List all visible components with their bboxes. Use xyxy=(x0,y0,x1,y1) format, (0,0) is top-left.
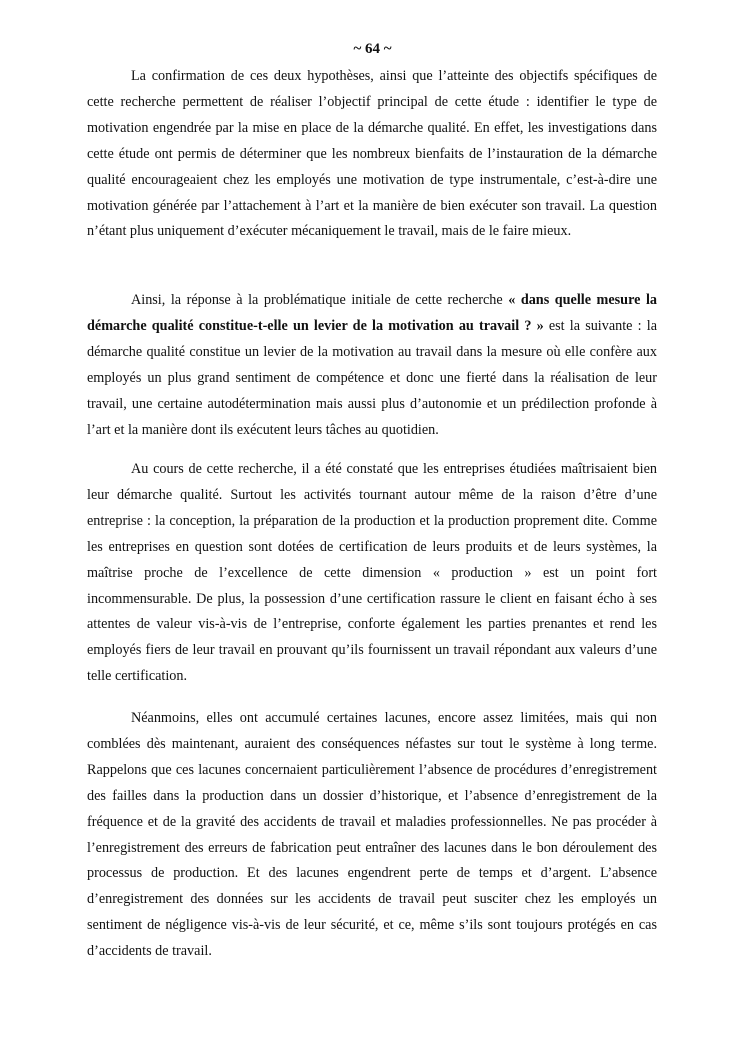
page-number: ~ 64 ~ xyxy=(353,41,392,57)
paragraph-problem-answer-intro: Ainsi, la réponse à la problématique initiale de cette recherche xyxy=(131,292,509,308)
paragraph-problem-answer xyxy=(87,288,657,443)
paragraph-hypotheses-confirmation: La confirmation de ces deux hypothèses, ainsi que l’atteinte des objectifs spécifiques de cette recherche permettent de réaliser l’objectif principal de cette étude : identifier le type de motivation engendrée par la mise en place de la démarche qualité. En effet, les investigations dans cette étude ont permis de déterminer que les nombreux bienfaits de l’instauration de la démarche qualité encourageaient chez les employés une motivation de type instrumentale, c’est-à-dire une motivation générée par l’attachement à l’art et la manière de bien exécuter son travail. La question n’étant plus uniquement d’exécuter mécaniquement le travail, mais de le faire mieux. xyxy=(87,68,657,240)
paragraph-problem-answer-conclusion: est la suivante : la démarche qualité constitue un levier de la motivation au travail dans la mesure où elle confère aux employés un plus grand sentiment de compétence et donc une fierté dans la réalisation de leur travail, une certaine autodétermination mais aussi plus d’autonomie et un prédilection profonde à l’art et la manière dont ils exécutent leurs tâches au quotidien. xyxy=(87,317,657,438)
research-question-quote: « dans quelle mesure la démarche qualité constitue-t-elle un levier de la motivation au travail ? » xyxy=(87,292,657,334)
paragraph-shortcomings: Néanmoins, elles ont accumulé certaines lacunes, encore assez limitées, mais qui non comblées dès maintenant, auraient des conséquences néfastes sur tout le système à long terme. Rappelons que ces lacunes concernaient particulièrement l’absence de procédures d’enregistrement des failles dans la production dans un dossier d’historique, et l’absence d’enregistrement de la fréquence et de la gravité des accidents de travail et maladies professionnelles. Ne pas procéder à l’enregistrement des erreurs de fabrication peut entraîner des lacunes dans le bon déroulement des processus de production. Et des lacunes engendrent perte de temps et d’argent. L’absence d’enregistrement des données sur les accidents de travail peut susciter chez les employés un sentiment de négligence vis-à-vis de leur sécurité, et ce, même s’ils sont toujours protégés en cas d’accidents de travail. xyxy=(87,710,657,960)
paragraph-research-findings: Au cours de cette recherche, il a été constaté que les entreprises étudiées maîtrisaient bien leur démarche qualité. Surtout les activités tournant autour même de la raison d’être d’une entreprise : la conception, la préparation de la production et la production proprement dite. Comme les entreprises en question sont dotées de certification de leurs produits et de leurs systèmes, la maîtrise proche de l’excellence de cette dimension « production » est un point fort incommensurable. De plus, la possession d’une certification rassure le client en faisant écho à ses attentes de valeur vis-à-vis de l’entreprise, conforte également les parties prenantes et rend les employés fiers de leur travail en prouvant qu’ils fournissent un travail répondant aux valeurs d’une telle certification. xyxy=(87,461,657,685)
